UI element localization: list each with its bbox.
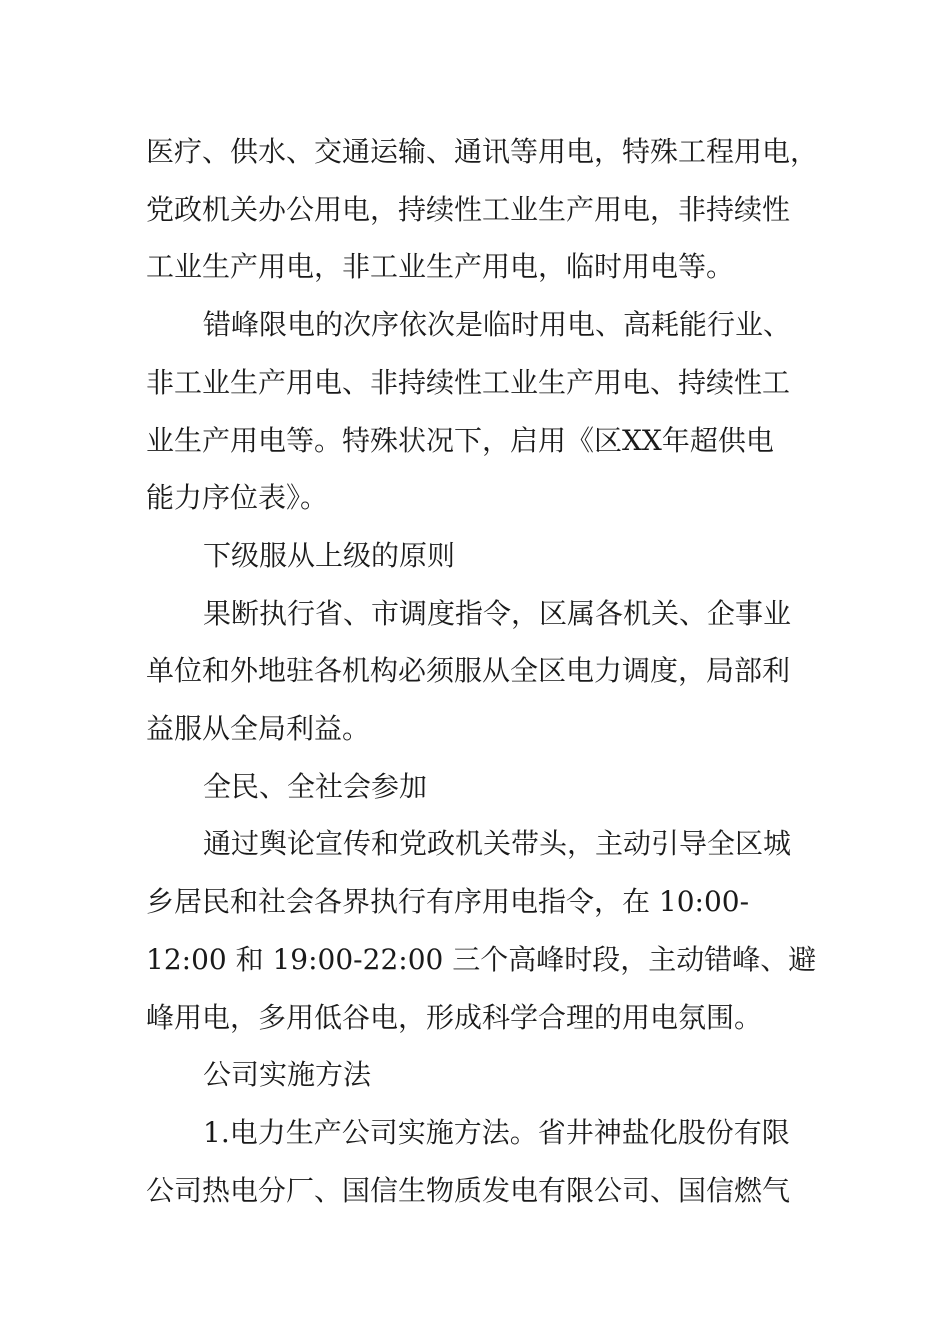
text-line: 公司实施方法: [203, 1058, 372, 1092]
text-line: 能力序位表》。: [146, 481, 329, 515]
text-line: 公司热电分厂、国信生物质发电有限公司、国信燃气: [146, 1173, 791, 1207]
section-heading-company-methods: [146, 1046, 811, 1104]
paragraph-power-production-method: [146, 1104, 811, 1219]
text-line: 峰用电，多用低谷电，形成科学合理的用电氛围。: [146, 1000, 763, 1034]
text-line: 党政机关办公用电，持续性工业生产用电，非持续性: [146, 192, 791, 226]
paragraph-dispatch-compliance: [146, 585, 811, 758]
text-line: 业生产用电等。特殊状况下，启用《区XX年超供电: [146, 423, 774, 457]
section-heading-subordinate-principle: [146, 527, 811, 585]
section-heading-public-participation: [146, 758, 811, 816]
paragraph-public-guidance: [146, 815, 817, 1046]
paragraph-peak-order: [146, 296, 811, 527]
text-line: 工业生产用电，非工业生产用电，临时用电等。: [146, 250, 735, 284]
text-line: 通过舆论宣传和党政机关带头，主动引导全区城: [203, 827, 792, 861]
text-line: 单位和外地驻各机构必须服从全区电力调度，局部利: [146, 654, 791, 688]
document-body: [146, 123, 819, 1219]
text-line: 医疗、供水、交通运输、通讯等用电，特殊工程用电，: [146, 135, 819, 168]
paragraph-power-categories: [146, 123, 819, 296]
text-line: 1.电力生产公司实施方法。省井神盐化股份有限: [203, 1115, 790, 1149]
text-line: 下级服从上级的原则: [203, 538, 456, 572]
text-line: 12:00 和 19:00-22:00 三个高峰时段，主动错峰、避: [146, 942, 817, 976]
text-line: 果断执行省、市调度指令，区属各机关、企事业: [203, 596, 792, 630]
text-line: 全民、全社会参加: [203, 769, 428, 803]
text-line: 非工业生产用电、非持续性工业生产用电、持续性工: [146, 365, 791, 399]
text-line: 乡居民和社会各界执行有序用电指令，在 10:00-: [146, 885, 750, 919]
text-line: 错峰限电的次序依次是临时用电、高耗能行业、: [203, 308, 792, 342]
text-line: 益服从全局利益。: [146, 712, 371, 746]
